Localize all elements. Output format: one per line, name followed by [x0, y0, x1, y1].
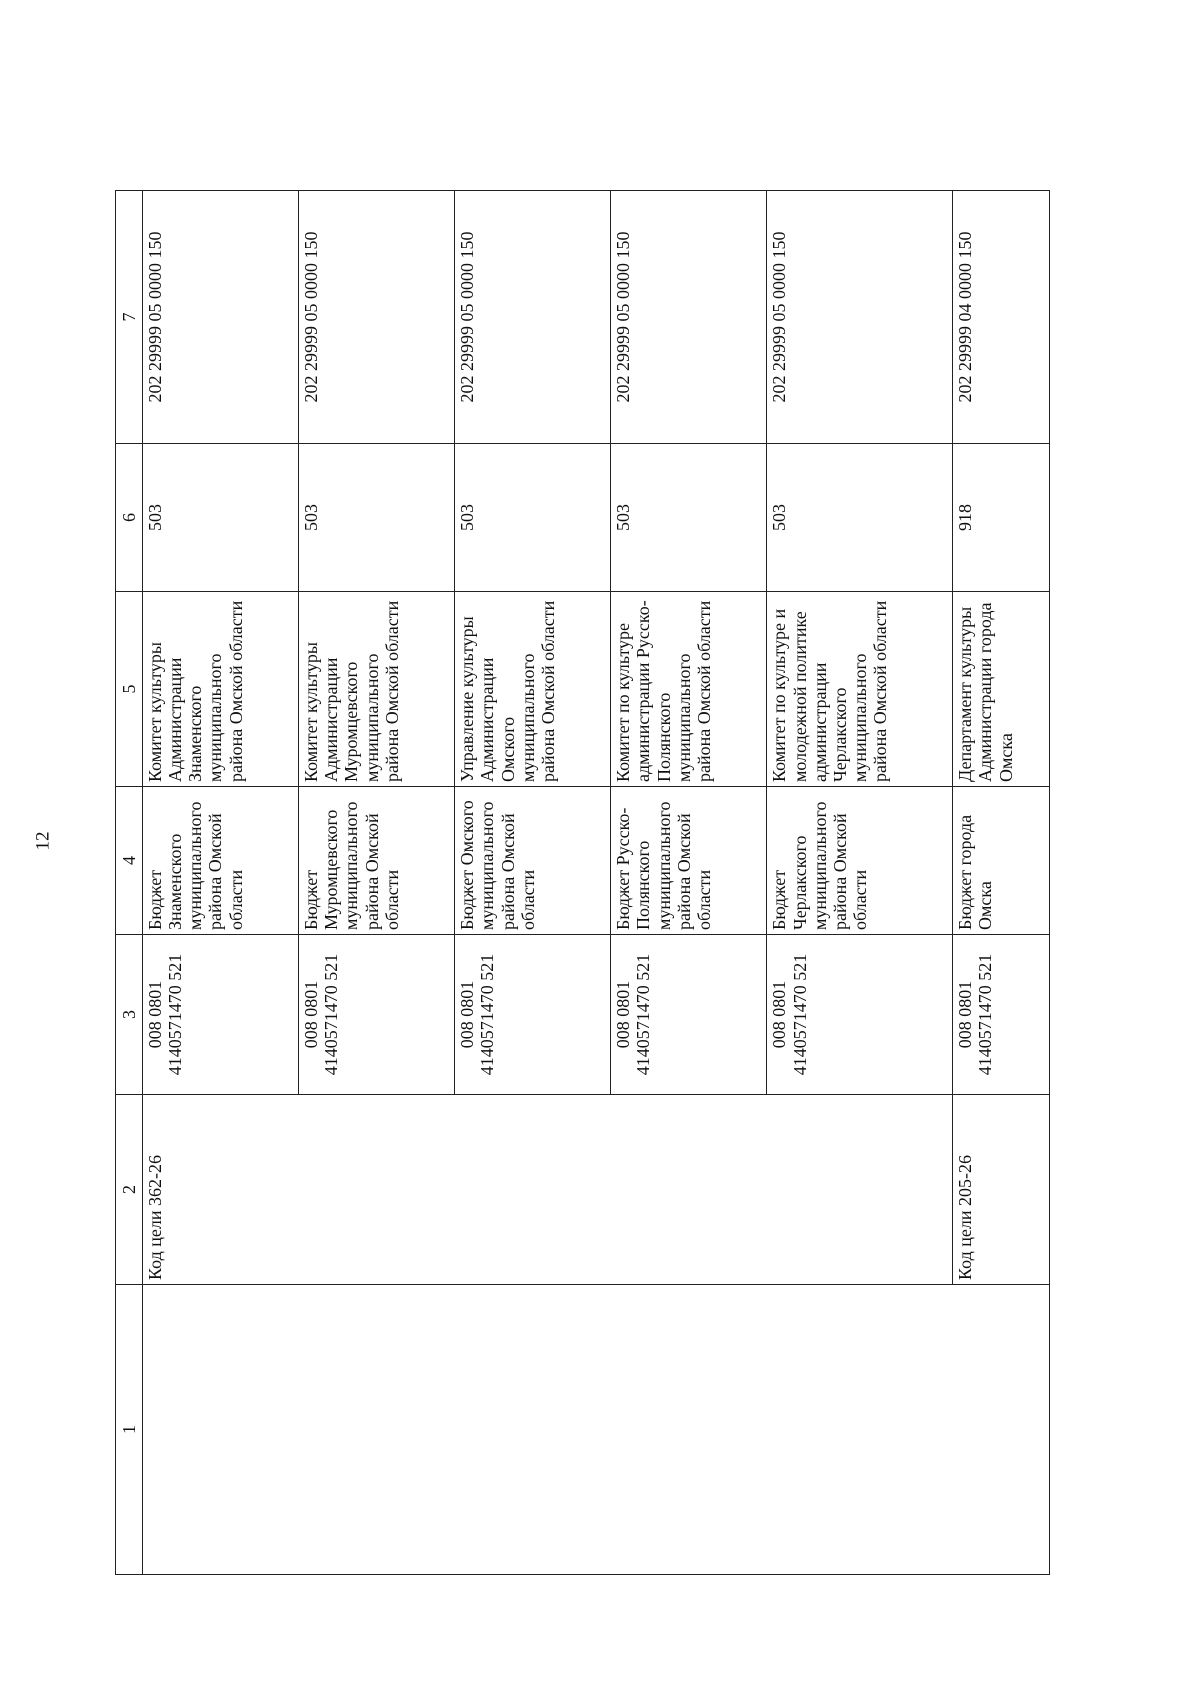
cell-recipient: Комитет по культуре администрации Русско-Полянского муниципального района Омской области — [611, 592, 767, 787]
cell-budget: Бюджет Знаменского муниципального района Омской области — [143, 787, 299, 935]
cell-goal-code: Код цели 205-26 — [953, 1095, 1050, 1285]
cell-code: 008 0801 4140571470 521 — [611, 935, 767, 1095]
cell-recipient: Управление культуры Администрации Омского муниципального района Омской области — [455, 592, 611, 787]
cell-budget: Бюджет Муромцевского муниципального района Омской области — [299, 787, 455, 935]
cell-admin-code: 503 — [299, 444, 455, 592]
header-col-6: 6 — [116, 444, 143, 592]
cell-admin-code: 503 — [143, 444, 299, 592]
cell-revenue-code: 202 29999 05 0000 150 — [455, 191, 611, 444]
page-number: 12 — [32, 831, 54, 851]
table-row — [143, 191, 299, 1575]
cell-admin-code: 503 — [455, 444, 611, 592]
cell-budget: Бюджет города Омска — [953, 787, 1050, 935]
cell-recipient: Комитет культуры Администрации Знаменского муниципального района Омской области — [143, 592, 299, 787]
cell-budget: Бюджет Черлакского муниципального района Омской области — [767, 787, 953, 935]
cell-revenue-code: 202 29999 05 0000 150 — [299, 191, 455, 444]
cell-recipient: Комитет по культуре и молодежной политике администрации Черлакского муниципального района Омской области — [767, 592, 953, 787]
header-col-5: 5 — [116, 592, 143, 787]
cell-col1 — [143, 1285, 1050, 1575]
cell-revenue-code: 202 29999 04 0000 150 — [953, 191, 1050, 444]
cell-revenue-code: 202 29999 05 0000 150 — [611, 191, 767, 444]
cell-admin-code: 503 — [767, 444, 953, 592]
header-col-3: 3 — [116, 935, 143, 1095]
header-col-7: 7 — [116, 191, 143, 444]
cell-revenue-code: 202 29999 05 0000 150 — [143, 191, 299, 444]
cell-admin-code: 918 — [953, 444, 1050, 592]
allocation-table — [115, 190, 1050, 1575]
cell-recipient: Комитет культуры Администрации Муромцевского муниципального района Омской области — [299, 592, 455, 787]
cell-code: 008 0801 4140571470 521 — [299, 935, 455, 1095]
table-rotator — [115, 191, 1050, 1575]
header-row — [116, 191, 143, 1575]
cell-admin-code: 503 — [611, 444, 767, 592]
cell-code: 008 0801 4140571470 521 — [767, 935, 953, 1095]
cell-code: 008 0801 4140571470 521 — [953, 935, 1050, 1095]
table-container — [115, 191, 1050, 1575]
cell-code: 008 0801 4140571470 521 — [143, 935, 299, 1095]
cell-budget: Бюджет Русско-Полянского муниципального района Омской области — [611, 787, 767, 935]
cell-goal-code: Код цели 362-26 — [143, 1095, 953, 1285]
cell-recipient: Департамент культуры Администрации города Омска — [953, 592, 1050, 787]
cell-revenue-code: 202 29999 05 0000 150 — [767, 191, 953, 444]
cell-budget: Бюджет Омского муниципального района Омской области — [455, 787, 611, 935]
header-col-1: 1 — [116, 1285, 143, 1575]
header-col-2: 2 — [116, 1095, 143, 1285]
header-col-4: 4 — [116, 787, 143, 935]
cell-code: 008 0801 4140571470 521 — [455, 935, 611, 1095]
